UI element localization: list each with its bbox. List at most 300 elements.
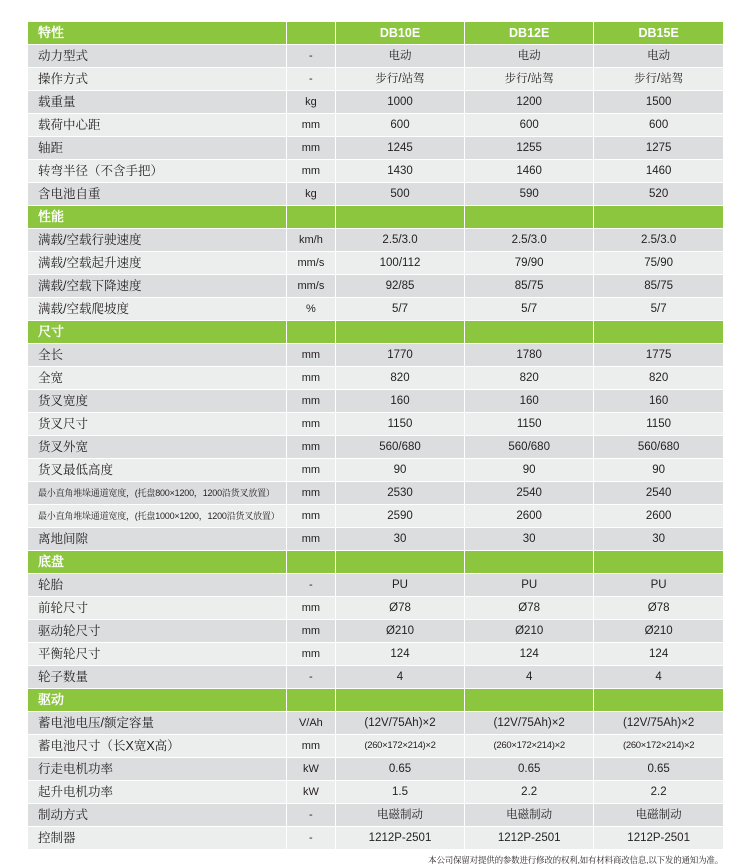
row-value-3 (594, 137, 723, 160)
table-row (28, 183, 723, 206)
row-value-3 (594, 712, 723, 735)
row-unit (286, 574, 335, 597)
row-label (28, 229, 286, 252)
row-unit-text: % (306, 303, 316, 315)
section-unit-text (287, 321, 335, 343)
row-value-2 (465, 91, 594, 114)
row-value-2 (465, 390, 594, 413)
row-label (28, 574, 286, 597)
row-value-1-text: 1770 (387, 349, 413, 361)
row-value-2 (465, 436, 594, 459)
row-label (28, 275, 286, 298)
row-value-3-text: 2.5/3.0 (641, 234, 677, 246)
section-val-2 (465, 321, 594, 344)
row-value-2-text: 步行/站驾 (504, 73, 554, 85)
row-value-3 (594, 620, 723, 643)
row-value-3 (594, 367, 723, 390)
row-value-1-text: 100/112 (379, 257, 421, 269)
row-value-2 (465, 735, 594, 758)
row-value-2 (465, 804, 594, 827)
row-value-3 (594, 804, 723, 827)
row-unit-text: - (309, 579, 313, 591)
row-unit (286, 528, 335, 551)
row-value-3-text: 电动 (647, 50, 671, 62)
table-row (28, 436, 723, 459)
row-unit (286, 367, 335, 390)
row-value-2-text: 560/680 (508, 441, 550, 453)
row-value-2 (465, 620, 594, 643)
row-label (28, 712, 286, 735)
row-value-2-text: Ø78 (518, 602, 541, 614)
section-val-1 (335, 206, 464, 229)
row-value-2-text: 1200 (516, 96, 542, 108)
row-value-3-text: 1460 (645, 165, 672, 177)
row-value-1 (335, 160, 464, 183)
row-value-2 (465, 574, 594, 597)
row-value-1 (335, 758, 464, 781)
table-row (28, 91, 723, 114)
row-unit (286, 436, 335, 459)
row-unit-text: - (309, 671, 313, 683)
row-value-3 (594, 252, 723, 275)
row-value-1 (335, 390, 464, 413)
row-label (28, 114, 286, 137)
row-value-3 (594, 91, 723, 114)
row-unit (286, 482, 335, 505)
row-value-1 (335, 597, 464, 620)
row-value-3-text: 2540 (645, 487, 672, 499)
row-label (28, 298, 286, 321)
section-title-text: 底盘 (38, 554, 65, 569)
row-value-1 (335, 252, 464, 275)
row-value-2-text: 820 (519, 372, 539, 384)
section-val-3 (594, 321, 723, 344)
row-label-text: 最小直角堆垛通道宽度，(托盘1000×1200，1200沿货叉放置） (38, 511, 280, 521)
row-label-text: 货叉宽度 (38, 394, 89, 408)
row-label (28, 482, 286, 505)
row-unit-text: kW (302, 763, 319, 775)
row-value-3 (594, 482, 723, 505)
row-value-2 (465, 160, 594, 183)
row-unit (286, 275, 335, 298)
section-val-3-text (594, 551, 723, 573)
row-value-1 (335, 643, 464, 666)
row-value-3-text: 1275 (645, 142, 672, 154)
row-value-1-text: 560/680 (379, 441, 421, 453)
row-value-2-text: 30 (522, 533, 536, 545)
row-value-3-text: 160 (649, 395, 669, 407)
row-unit (286, 344, 335, 367)
table-row (28, 597, 723, 620)
row-value-3-text: 560/680 (637, 441, 680, 453)
table-row (28, 482, 723, 505)
row-label (28, 344, 286, 367)
row-value-1 (335, 666, 464, 689)
row-unit-text: km/h (298, 234, 323, 246)
row-value-3 (594, 505, 723, 528)
section-val-3-text (594, 206, 723, 228)
section-val-3 (594, 206, 723, 229)
row-value-2 (465, 367, 594, 390)
specifications-table (28, 22, 723, 850)
row-value-1-text: 电动 (388, 50, 412, 62)
row-value-1 (335, 413, 464, 436)
row-value-2 (465, 68, 594, 91)
table-row (28, 459, 723, 482)
row-label-text: 行走电机功率 (38, 762, 114, 776)
table-row (28, 666, 723, 689)
section-header-row (28, 551, 723, 574)
row-value-2 (465, 45, 594, 68)
row-value-1-text: 160 (390, 395, 410, 407)
row-value-2-text: 1780 (516, 349, 542, 361)
table-row (28, 137, 723, 160)
table-row (28, 574, 723, 597)
row-value-2-text: 160 (519, 395, 539, 407)
row-value-3-text: 1500 (645, 96, 672, 108)
row-value-2-text: 2.2 (521, 786, 538, 798)
row-value-1 (335, 436, 464, 459)
table-row (28, 643, 723, 666)
section-val-1-text (336, 321, 464, 343)
row-label-text: 最小直角堆垛通道宽度，(托盘800×1200，1200沿货叉放置） (38, 488, 275, 498)
row-label-text: 载荷中心距 (38, 118, 101, 132)
section-val-2 (465, 689, 594, 712)
section-val-3-text (594, 689, 723, 711)
section-val-2-text (465, 321, 593, 343)
section-title (28, 321, 286, 344)
row-value-3-text: 电磁制动 (635, 809, 682, 821)
row-value-2-text: 85/75 (514, 280, 544, 292)
row-value-1 (335, 275, 464, 298)
section-title-text: 尺寸 (38, 324, 65, 339)
row-label-text: 货叉外宽 (38, 440, 89, 454)
row-value-2-text: 600 (519, 119, 539, 131)
row-value-2 (465, 413, 594, 436)
row-value-1 (335, 505, 464, 528)
row-label (28, 183, 286, 206)
row-label-text: 蓄电池电压/额定容量 (38, 716, 154, 730)
row-value-1 (335, 68, 464, 91)
section-val-1 (335, 689, 464, 712)
row-unit-text: mm (301, 602, 321, 614)
row-value-3 (594, 597, 723, 620)
row-label (28, 758, 286, 781)
row-value-1-text: 4 (396, 671, 404, 683)
section-header-row (28, 689, 723, 712)
header-unit-text (287, 22, 335, 44)
header-feature-text: 特性 (38, 25, 65, 40)
row-label (28, 781, 286, 804)
row-unit-text: mm (301, 119, 321, 131)
header-model-1-text: DB10E (379, 26, 421, 40)
row-unit (286, 643, 335, 666)
row-value-2-text: PU (521, 579, 538, 591)
row-label (28, 620, 286, 643)
row-value-1-text: 1000 (387, 96, 413, 108)
row-value-2 (465, 597, 594, 620)
table-row (28, 827, 723, 850)
row-value-3-text: 2.2 (650, 786, 667, 798)
row-label-text: 货叉最低高度 (38, 463, 114, 477)
row-value-2 (465, 114, 594, 137)
row-value-1 (335, 827, 464, 850)
row-unit (286, 781, 335, 804)
row-unit (286, 91, 335, 114)
row-value-3-text: 124 (649, 648, 669, 660)
section-title (28, 689, 286, 712)
row-unit-text: mm (301, 510, 321, 522)
row-unit-text: mm/s (297, 257, 325, 269)
row-value-3 (594, 413, 723, 436)
row-label (28, 505, 286, 528)
row-value-2 (465, 712, 594, 735)
row-unit (286, 68, 335, 91)
row-value-3 (594, 781, 723, 804)
row-value-1-text: 0.65 (388, 763, 412, 775)
row-unit (286, 137, 335, 160)
row-label-text: 载重量 (38, 95, 76, 109)
row-value-3-text: 30 (652, 533, 666, 545)
row-value-2 (465, 137, 594, 160)
row-label (28, 735, 286, 758)
row-value-1 (335, 735, 464, 758)
row-unit-text: mm (301, 487, 321, 499)
table-row (28, 758, 723, 781)
row-label-text: 全长 (38, 348, 64, 362)
row-value-2-text: 4 (525, 671, 533, 683)
row-value-3 (594, 758, 723, 781)
section-unit-text (287, 206, 335, 228)
row-value-1 (335, 367, 464, 390)
row-value-1-text: 1212P-2501 (368, 832, 432, 844)
section-val-2 (465, 206, 594, 229)
section-title-text: 驱动 (38, 692, 65, 707)
row-value-2-text: 2600 (516, 510, 542, 522)
row-unit (286, 45, 335, 68)
table-row (28, 298, 723, 321)
row-value-1 (335, 528, 464, 551)
row-label-text: 轮子数量 (38, 670, 89, 684)
header-model-3-text: DB15E (638, 26, 679, 40)
row-value-3 (594, 574, 723, 597)
row-label (28, 160, 286, 183)
row-value-3-text: (12V/75Ah)×2 (622, 717, 695, 729)
row-value-1 (335, 804, 464, 827)
row-value-3-text: (260×172×214)×2 (622, 740, 695, 751)
row-value-2 (465, 459, 594, 482)
row-value-3 (594, 183, 723, 206)
row-value-3-text: Ø78 (647, 602, 670, 614)
row-unit (286, 712, 335, 735)
row-unit-text: - (309, 832, 313, 844)
table-row (28, 712, 723, 735)
row-value-1-text: Ø210 (385, 625, 415, 637)
row-value-1-text: 2530 (387, 487, 413, 499)
row-unit-text: mm (301, 349, 321, 361)
section-unit (286, 689, 335, 712)
row-value-2-text: 2540 (516, 487, 542, 499)
footnote: 本公司保留对提供的参数进行修改的权利,如有材料商改信息,以下发的通知为准。 (428, 855, 723, 865)
section-unit (286, 206, 335, 229)
row-label (28, 643, 286, 666)
row-value-1 (335, 620, 464, 643)
row-unit-text: kW (302, 786, 319, 798)
row-value-3 (594, 827, 723, 850)
row-label-text: 蓄电池尺寸（长X宽X高） (38, 739, 180, 753)
row-value-2-text: 1255 (516, 142, 542, 154)
section-val-1 (335, 321, 464, 344)
row-value-1 (335, 45, 464, 68)
header-unit (286, 22, 335, 45)
row-value-3 (594, 68, 723, 91)
table-row (28, 114, 723, 137)
row-label-text: 控制器 (38, 831, 76, 845)
row-value-1-text: 电磁制动 (377, 809, 423, 821)
row-label-text: 制动方式 (38, 808, 89, 822)
row-unit (286, 735, 335, 758)
row-value-1 (335, 344, 464, 367)
row-label (28, 68, 286, 91)
row-value-3 (594, 666, 723, 689)
row-value-3-text: Ø210 (644, 625, 673, 637)
row-value-2-text: 124 (519, 648, 539, 660)
row-unit-text: V/Ah (298, 717, 323, 729)
row-unit (286, 620, 335, 643)
row-value-2 (465, 827, 594, 850)
table-row (28, 160, 723, 183)
row-value-1-text: PU (392, 579, 408, 591)
row-value-2-text: 1150 (516, 418, 542, 430)
row-unit-text: mm (301, 625, 321, 637)
row-value-2-text: (12V/75Ah)×2 (493, 717, 565, 729)
row-value-3 (594, 390, 723, 413)
header-model-2 (465, 22, 594, 45)
row-unit (286, 390, 335, 413)
row-value-3-text: PU (650, 579, 667, 591)
table-row (28, 781, 723, 804)
table-row (28, 390, 723, 413)
table-row (28, 275, 723, 298)
row-value-3 (594, 344, 723, 367)
row-value-2-text: 1460 (516, 165, 542, 177)
section-val-1-text (336, 206, 464, 228)
row-value-2 (465, 275, 594, 298)
table-row (28, 367, 723, 390)
row-value-2-text: 79/90 (514, 257, 544, 269)
table-row (28, 229, 723, 252)
row-value-2 (465, 505, 594, 528)
row-value-3 (594, 298, 723, 321)
row-value-1-text: Ø78 (389, 602, 411, 614)
row-value-3-text: 85/75 (644, 280, 674, 292)
section-val-1-text (336, 551, 464, 573)
section-val-3 (594, 551, 723, 574)
row-value-1-text: 600 (390, 119, 410, 131)
row-value-1 (335, 91, 464, 114)
table-row (28, 620, 723, 643)
row-value-2 (465, 781, 594, 804)
row-value-3-text: 1775 (645, 349, 672, 361)
row-label-text: 满载/空载下降速度 (38, 279, 142, 293)
section-title-text: 性能 (38, 209, 65, 224)
row-unit (286, 505, 335, 528)
row-value-2 (465, 229, 594, 252)
row-value-2-text: 590 (519, 188, 539, 200)
row-value-3-text: 0.65 (647, 763, 670, 775)
row-value-1 (335, 229, 464, 252)
section-val-3 (594, 689, 723, 712)
table-row (28, 252, 723, 275)
row-value-3-text: 5/7 (650, 303, 667, 315)
row-value-1-text: (12V/75Ah)×2 (364, 717, 436, 729)
table-row (28, 528, 723, 551)
row-label-text: 满载/空载行驶速度 (38, 233, 142, 247)
row-value-1-text: 820 (390, 372, 410, 384)
row-value-1-text: 1.5 (392, 786, 408, 798)
row-unit-text: mm (301, 395, 321, 407)
row-label-text: 驱动轮尺寸 (38, 624, 101, 638)
table-row (28, 413, 723, 436)
row-label-text: 操作方式 (38, 72, 89, 86)
row-unit-text: mm (301, 372, 321, 384)
row-value-3-text: 步行/站驾 (634, 73, 684, 85)
section-val-3-text (594, 321, 723, 343)
row-label (28, 436, 286, 459)
row-unit (286, 183, 335, 206)
row-unit (286, 804, 335, 827)
table-row (28, 68, 723, 91)
row-value-2 (465, 252, 594, 275)
row-value-2 (465, 298, 594, 321)
row-value-3-text: 1150 (646, 418, 671, 430)
row-unit-text: mm (301, 464, 321, 476)
row-value-1 (335, 781, 464, 804)
row-unit-text: mm (301, 165, 321, 177)
row-label-text: 货叉尺寸 (38, 417, 89, 431)
row-unit (286, 758, 335, 781)
header-model-3 (594, 22, 723, 45)
row-value-2 (465, 643, 594, 666)
row-label-text: 离地间隙 (38, 532, 89, 546)
row-label (28, 390, 286, 413)
section-val-2-text (465, 551, 593, 573)
row-value-3 (594, 229, 723, 252)
section-header-row (28, 321, 723, 344)
row-value-2-text: 90 (522, 464, 536, 476)
row-value-1-text: 500 (390, 188, 410, 200)
section-unit (286, 551, 335, 574)
row-label-text: 含电池自重 (38, 187, 101, 201)
row-label-text: 满载/空载起升速度 (38, 256, 142, 270)
row-value-1-text: 步行/站驾 (375, 73, 425, 85)
row-value-1-text: 2590 (387, 510, 413, 522)
row-label-text: 轴距 (38, 141, 64, 155)
row-unit-text: mm (301, 648, 321, 660)
row-value-3 (594, 735, 723, 758)
row-label (28, 597, 286, 620)
row-value-3 (594, 160, 723, 183)
row-unit-text: mm (301, 740, 321, 752)
row-value-1-text: 30 (393, 533, 407, 545)
header-model-2-text: DB12E (509, 26, 550, 40)
row-label (28, 413, 286, 436)
row-unit (286, 114, 335, 137)
row-unit-text: - (309, 809, 313, 821)
section-val-2-text (465, 689, 593, 711)
section-val-2-text (465, 206, 593, 228)
row-label-text: 平衡轮尺寸 (38, 647, 101, 661)
